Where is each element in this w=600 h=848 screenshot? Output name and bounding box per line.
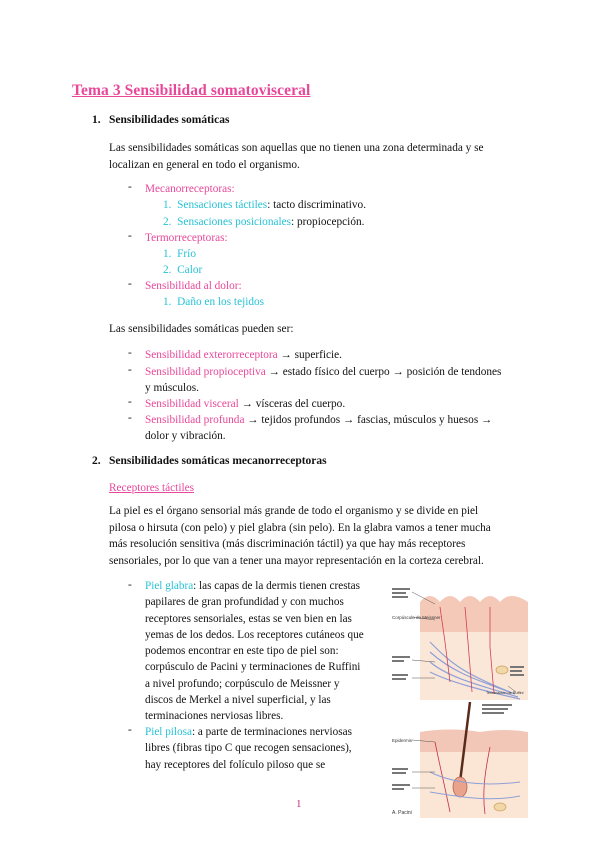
type-exterorreceptora: Sensibilidad exterorreceptora → superficie. (145, 349, 342, 361)
list-item-dolor: Sensibilidad al dolor: (145, 280, 242, 292)
skin-diagram (390, 582, 528, 818)
figure-label-meissner: Corpúsculo de Meissner (392, 615, 441, 620)
figure-label-pacini: A. Pacini (392, 810, 412, 816)
bullet-dash: - (128, 364, 132, 376)
section-2-number: 2. (92, 455, 101, 467)
bullet-dash: - (128, 579, 132, 591)
bullet-dash: - (128, 724, 132, 736)
section-1-intro (109, 140, 527, 173)
type-propioceptiva: Sensibilidad propioceptiva → estado físico del cuerpo → posición de tendones (145, 366, 502, 378)
intro-line-1: Las sensibilidades somáticas son aquellas que no tienen una zona determinada y se (109, 142, 484, 154)
list-subitem: 1. Sensaciones táctiles: tacto discriminativo. (163, 199, 367, 211)
section-1-number: 1. (92, 114, 101, 126)
types-intro: Las sensibilidades somáticas pueden ser: (109, 323, 294, 335)
bullet-dash: - (128, 278, 132, 290)
skin-receptors-illustration (390, 582, 528, 818)
page-title: Tema 3 Sensibilidad somatovisceral (72, 82, 311, 99)
term-piel-pilosa: Piel pilosa (145, 726, 192, 738)
list-subitem: 1. Daño en los tejidos (163, 296, 265, 308)
bullet-dash: - (128, 396, 132, 408)
type-propioceptiva-cont: y músculos. (145, 382, 199, 394)
intro-line-2: localizan en general en todo el organismo. (109, 158, 300, 171)
type-profunda-cont: dolor y vibración. (145, 430, 226, 442)
list-subitem: 2. Calor (163, 264, 203, 276)
bullet-dash: - (128, 412, 132, 424)
list-subitem: 1. Frío (163, 248, 196, 260)
type-visceral: Sensibilidad visceral → vísceras del cuerpo. (145, 398, 346, 410)
list-item-mecanorreceptoras: Mecanorreceptoras: (145, 183, 235, 195)
section-2-heading: Sensibilidades somáticas mecanorreceptoras (109, 455, 327, 467)
piel-pilosa-paragraph: Piel pilosa: a parte de terminaciones nerviosas libres (fibras tipo C que recogen sensaciones), hay receptores del folículo piloso que se (145, 726, 352, 771)
figure-label-epidermis: Epidermis (392, 738, 413, 743)
section-2-paragraph: La piel es el órgano sensorial más grande de todo el organismo y se divide en piel pilosa o hirsuta (con pelo) y piel glabra (sin pelo). En la glabra vamos a tener mucha más resolución sensitiva (más discriminación táctil) ya que hay más receptores sensoriales, por lo que van a tener una mayor representación en la corteza cerebral. (109, 505, 491, 567)
page-number: 1 (296, 798, 302, 810)
piel-glabra-paragraph: Piel glabra: las capas de la dermis tienen crestas papilares de gran profundidad y con muchos receptores sensoriales, estas se ven bien en las yemas de los dedos. Los receptores cutáneos que podemos encontrar en este tipo de piel son: corpúsculo de Pacini y terminaciones de Ruffini a nivel profundo; corpúsculo de Meissner y discos de Merkel a nivel superficial, y las terminaciones nerviosas libres. (145, 580, 364, 723)
bullet-dash: - (128, 230, 132, 242)
subsection-receptores-tactiles: Receptores táctiles (109, 482, 195, 494)
bullet-dash: - (128, 181, 132, 193)
term-piel-glabra: Piel glabra (145, 580, 194, 592)
type-profunda: Sensibilidad profunda → tejidos profundos → fascias, músculos y huesos → (145, 414, 493, 426)
list-item-termorreceptoras: Termorreceptoras: (145, 232, 228, 244)
list-subitem: 2. Sensaciones posicionales: propiocepción. (163, 216, 365, 228)
figure-label-ruffini: Terminación de Ruffini (486, 691, 524, 695)
bullet-dash: - (128, 347, 132, 359)
section-1-heading: Sensibilidades somáticas (109, 114, 230, 126)
